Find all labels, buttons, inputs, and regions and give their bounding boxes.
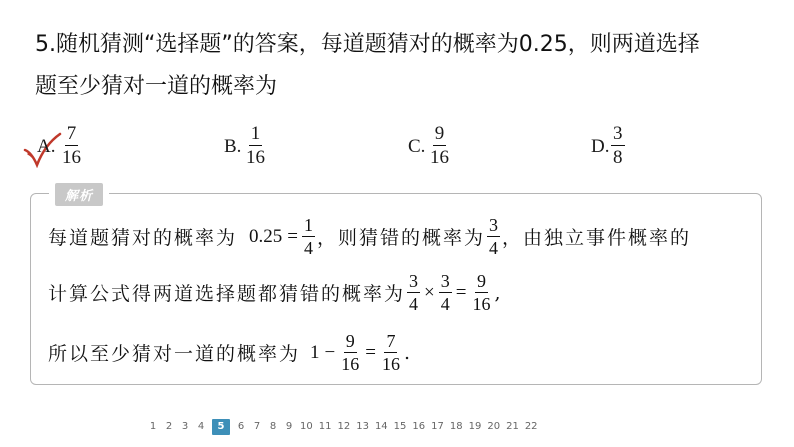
option-b-denominator: 16 — [246, 147, 265, 168]
option-d-denominator: 8 — [613, 147, 623, 168]
page-link-20[interactable]: 20 — [487, 421, 501, 432]
sol1-f2-den: 4 — [489, 238, 498, 258]
page-link-6[interactable]: 6 — [237, 421, 245, 432]
page-link-15[interactable]: 15 — [393, 421, 407, 432]
sol2-text-2: , — [494, 281, 503, 304]
sol3-f2-den: 16 — [381, 354, 400, 374]
sol1-text-2: ，则猜错的概率为 — [316, 227, 485, 249]
page-link-7[interactable]: 7 — [253, 421, 261, 432]
option-a-numerator: 7 — [66, 123, 77, 144]
question-line-1: 5.随机猜测“选择题”的答案，每道题猜对的概率为0.25，则两道选择 — [35, 32, 700, 57]
sol3-fraction-2 — [380, 332, 402, 373]
page-link-1[interactable]: 1 — [149, 421, 157, 432]
sol1-text-3: ，由独立事件概率的 — [502, 227, 692, 249]
sol3-minus: − — [324, 341, 336, 363]
page-link-3[interactable]: 3 — [181, 421, 189, 432]
sol2-equals: = — [455, 281, 467, 303]
option-c-letter: C. — [408, 136, 426, 157]
page-link-9[interactable]: 9 — [285, 421, 293, 432]
solution-line-2 — [48, 272, 503, 313]
page-link-2[interactable]: 2 — [165, 421, 173, 432]
analysis-label-text: 解析 — [55, 183, 103, 206]
page-link-22[interactable]: 22 — [524, 421, 538, 432]
option-d-letter: D. — [591, 136, 610, 157]
sol1-f2-num: 3 — [489, 215, 498, 235]
analysis-label — [49, 183, 109, 206]
page-link-8[interactable]: 8 — [269, 421, 277, 432]
page-link-13[interactable]: 13 — [356, 421, 369, 432]
sol1-text-1: 每道题猜对的概率为 — [48, 227, 238, 249]
option-a-letter: A. — [37, 136, 56, 157]
option-b-numerator: 1 — [250, 123, 261, 144]
option-d-numerator: 3 — [613, 123, 623, 144]
page-link-12[interactable]: 12 — [337, 421, 351, 432]
page-link-4[interactable]: 4 — [197, 421, 205, 432]
solution-line-3 — [48, 332, 412, 373]
option-c-denominator: 16 — [430, 147, 449, 168]
sol3-f2-num: 7 — [386, 331, 396, 351]
page-link-19[interactable]: 19 — [468, 421, 482, 432]
option-b-fraction — [244, 124, 267, 167]
page-link-21[interactable]: 21 — [506, 421, 519, 432]
sol1-fraction-1 — [302, 216, 315, 257]
page-link-17[interactable]: 17 — [431, 421, 444, 432]
sol1-value: 0.25 — [249, 225, 283, 247]
page-link-5[interactable]: 5 — [212, 419, 230, 435]
sol3-text-2: . — [403, 341, 412, 364]
sol1-equals: = — [287, 225, 298, 247]
sol3-f1-num: 9 — [345, 331, 355, 351]
sol2-times: × — [424, 281, 435, 303]
sol3-one: 1 — [310, 341, 320, 363]
page-link-10[interactable]: 10 — [300, 421, 313, 432]
sol3-f1-den: 16 — [341, 354, 360, 374]
sol2-text-1: 计算公式得两道选择题都猜错的概率为 — [48, 283, 406, 305]
analysis-box — [30, 189, 762, 385]
solution-line-1 — [48, 216, 691, 257]
option-d-fraction — [611, 124, 625, 167]
sol2-f2-num: 3 — [440, 271, 450, 291]
sol1-f1-num: 1 — [303, 215, 313, 235]
option-c-fraction — [428, 124, 451, 167]
option-a-denominator: 16 — [62, 147, 81, 168]
sol2-f3-num: 9 — [476, 271, 486, 291]
page-link-14[interactable]: 14 — [374, 421, 388, 432]
sol2-fraction-3 — [470, 272, 492, 313]
option-c-numerator: 9 — [434, 123, 445, 144]
sol2-fraction-2 — [439, 272, 452, 313]
sol3-fraction-1 — [339, 332, 361, 373]
question-line-2: 题至少猜对一道的概率为 — [35, 74, 278, 99]
page-link-18[interactable]: 18 — [449, 421, 463, 432]
pagination — [148, 417, 544, 437]
sol2-fraction-1 — [407, 272, 420, 313]
sol2-f2-den: 4 — [440, 294, 450, 314]
sol3-text-1: 所以至少猜对一道的概率为 — [48, 343, 301, 365]
sol3-equals: = — [365, 341, 376, 363]
option-a-fraction — [60, 124, 83, 167]
sol1-fraction-2 — [487, 216, 500, 257]
sol1-f1-den: 4 — [303, 238, 313, 258]
sol2-f3-den: 16 — [472, 294, 491, 314]
page-link-16[interactable]: 16 — [412, 421, 426, 432]
sol2-f1-den: 4 — [409, 294, 419, 314]
sol2-f1-num: 3 — [409, 271, 419, 291]
option-b-letter: B. — [224, 136, 242, 157]
page-link-11[interactable]: 11 — [318, 421, 332, 432]
